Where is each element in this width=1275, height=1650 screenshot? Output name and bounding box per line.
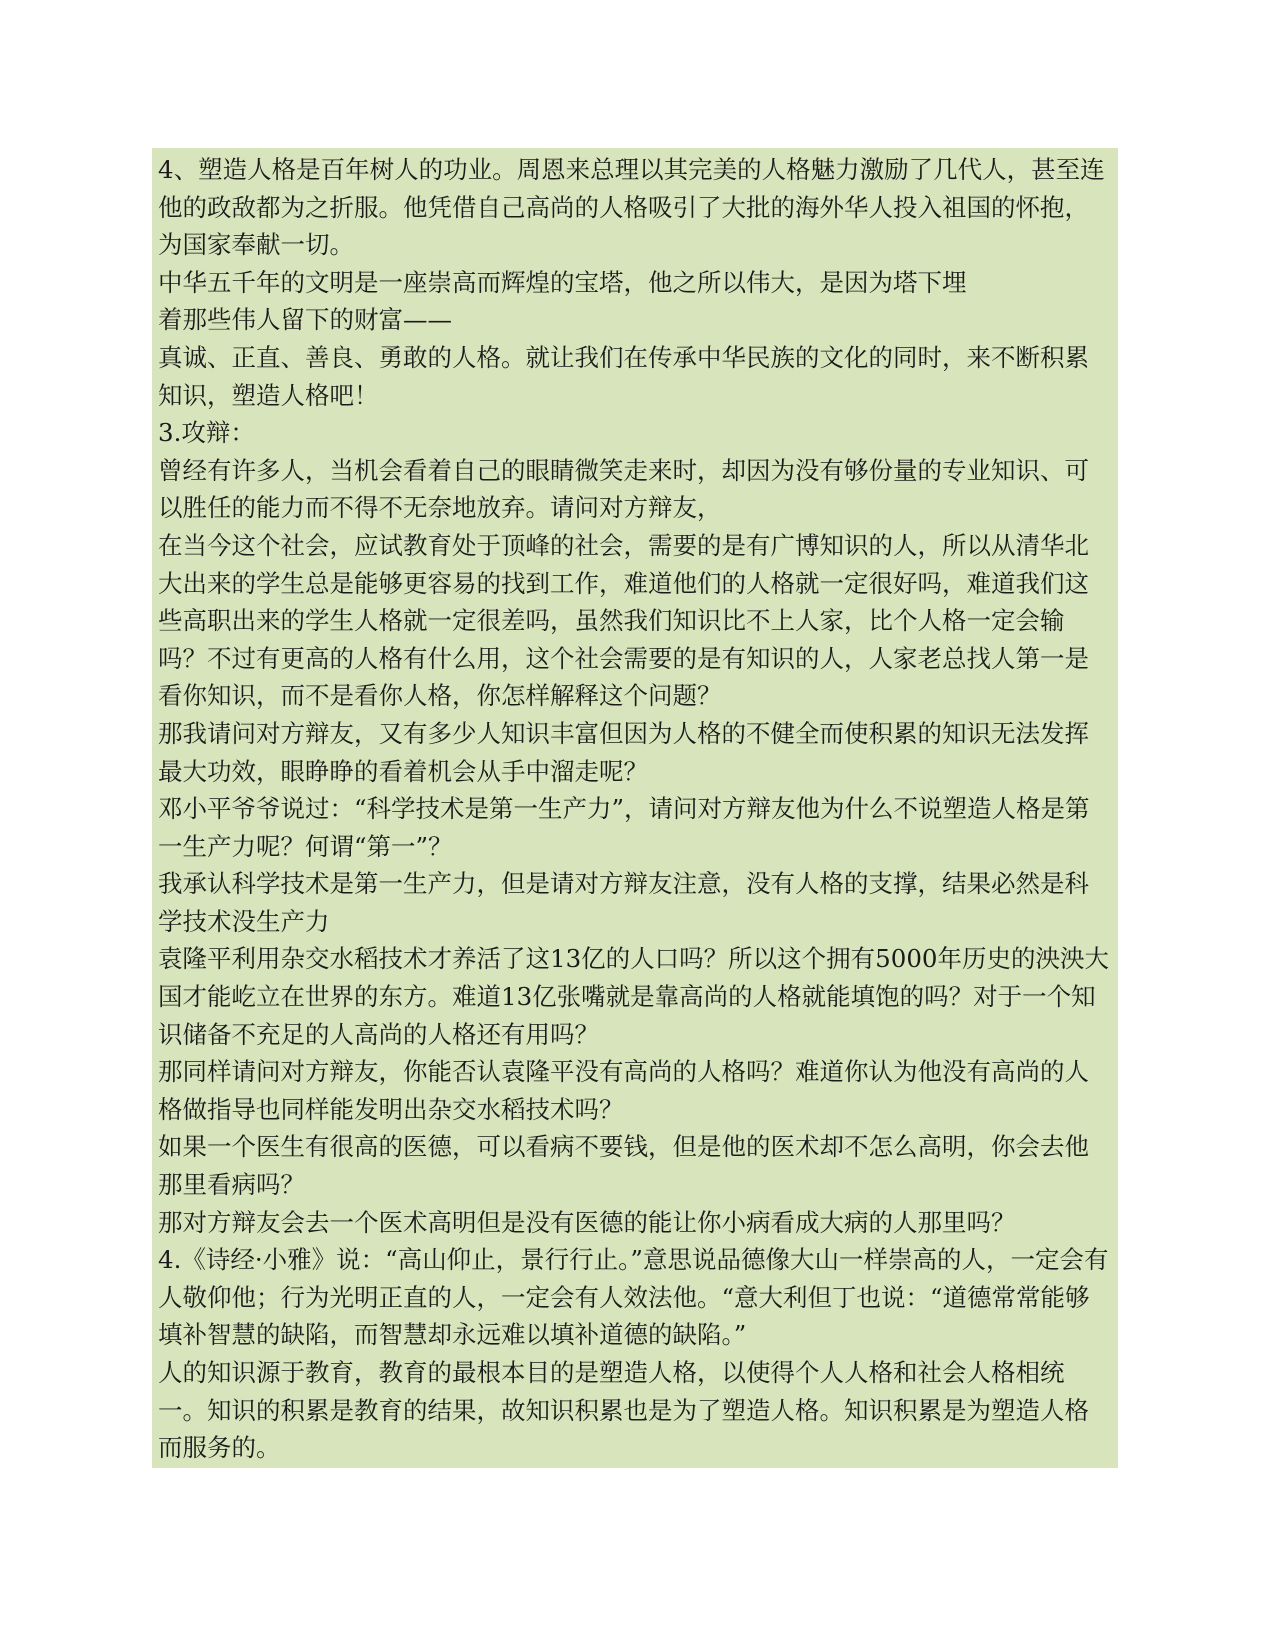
paragraph-12: 那同样请问对方辩友，你能否认袁隆平没有高尚的人格吗？难道你认为他没有高尚的人格做指导也同样能发明出杂交水稻技术吗？ — [158, 1057, 1089, 1124]
paragraph-2: 中华五千年的文明是一座崇高而辉煌的宝塔，他之所以伟大，是因为塔下埋 — [158, 267, 967, 297]
paragraph-3: 着那些伟人留下的财富—— — [158, 305, 452, 335]
paragraph-15: 4.《诗经·小雅》说：“高山仰止，景行行止。”意思说品德像大山一样崇高的人，一定会有人敬仰他；行为光明正直的人，一定会有人效法他。“意大利但丁也说：“道德常常能够填补智慧的缺陷，而智慧却永远难以填补道德的缺陷。” — [158, 1245, 1109, 1350]
paragraph-10: 我承认科学技术是第一生产力，但是请对方辩友注意，没有人格的支撑，结果必然是科学技术没生产力 — [158, 869, 1089, 936]
paragraph-11: 袁隆平利用杂交水稻技术才养活了这13亿的人口吗？所以这个拥有5000年历史的泱泱大国才能屹立在世界的东方。难道13亿张嘴就是靠高尚的人格就能填饱的吗？对于一个知识储备不充足的人高尚的人格还有用吗？ — [158, 944, 1110, 1049]
paragraph-6: 曾经有许多人，当机会看着自己的眼睛微笑走来时，却因为没有够份量的专业知识、可以胜任的能力而不得不无奈地放弃。请问对方辩友， — [158, 455, 1089, 523]
paragraph-7: 在当今这个社会，应试教育处于顶峰的社会，需要的是有广博知识的人，所以从清华北大出来的学生总是能够更容易的找到工作，难道他们的人格就一定很好吗，难道我们这些高职出来的学生人格就一定很差吗，虽然我们知识比不上人家，比个人格一定会输吗？不过有更高的人格有什么用，这个社会需要的是有知识的人，人家老总找人第一是看你知识，而不是看你人格，你怎样解释这个问题？ — [158, 530, 1089, 711]
section-heading-rebuttal: 3.攻辩： — [158, 418, 255, 448]
paragraph-8: 那我请问对方辩友，又有多少人知识丰富但因为人格的不健全而使积累的知识无法发挥最大功效，眼睁睁的看着机会从手中溜走呢？ — [158, 718, 1089, 786]
highlighted-text-block — [152, 148, 1118, 1468]
paragraph-1: 4、塑造人格是百年树人的功业。周恩来总理以其完美的人格魅力激励了几代人，甚至连他的政敌都为之折服。他凭借自己高尚的人格吸引了大批的海外华人投入祖国的怀抱，为国家奉献一切。 — [158, 155, 1105, 260]
paragraph-16: 人的知识源于教育，教育的最根本目的是塑造人格，以使得个人人格和社会人格相统一。知识的积累是教育的结果，故知识积累也是为了塑造人格。知识积累是为塑造人格而服务的。 — [158, 1358, 1089, 1463]
paragraph-9: 邓小平爷爷说过：“科学技术是第一生产力”，请问对方辩友他为什么不说塑造人格是第一生产力呢？何谓“第一”？ — [158, 794, 1090, 861]
paragraph-4: 真诚、正直、善良、勇敢的人格。就让我们在传承中华民族的文化的同时，来不断积累知识，塑造人格吧！ — [158, 342, 1089, 410]
paragraph-13: 如果一个医生有很高的医德，可以看病不要钱，但是他的医术却不怎么高明，你会去他那里看病吗？ — [158, 1132, 1089, 1200]
paragraph-14: 那对方辩友会去一个医术高明但是没有医德的能让你小病看成大病的人那里吗？ — [158, 1207, 1016, 1237]
